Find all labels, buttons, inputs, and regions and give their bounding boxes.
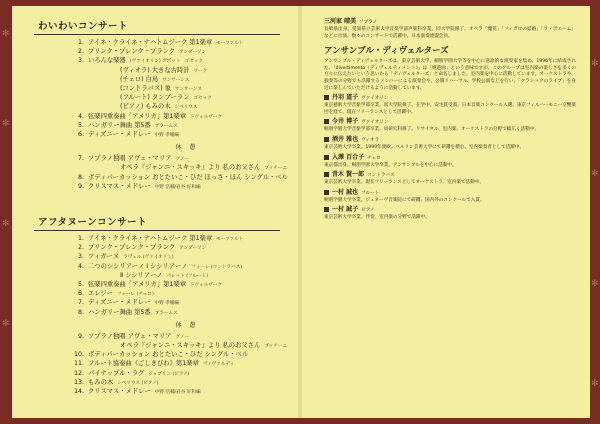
snowflake-icon: ✻	[2, 119, 10, 129]
afternoon-list	[34, 235, 280, 318]
program-title: (フルート) タンブーラン	[120, 94, 190, 102]
member-bio: 東京藝術大学音楽学部卒業。同大学院修了。在学中、安宅賞受賞。日本音楽コンクール入選。東京フィルハーモニー交響楽団を経て、現在フリーランスとして活躍中。	[324, 103, 576, 115]
program-title: ソプラノ独唱 アヴェ・マリア	[88, 155, 172, 163]
morning-intermission: 休 憩	[175, 144, 199, 152]
soprano-name: 三河家 晴美 ソプラノ	[324, 18, 378, 25]
program-number: 4.	[77, 112, 84, 120]
program-item	[72, 253, 280, 262]
program-composer: ヴィヴァルディ	[202, 362, 235, 368]
program-composer: 中野 孝輔編	[154, 301, 179, 307]
program-title: ディズニー・メドレー	[88, 131, 151, 139]
program-number: 10.	[73, 351, 84, 359]
square-bullet-icon	[324, 95, 329, 100]
program-title: (ピアノ) もみの木	[120, 103, 171, 111]
program-item	[72, 131, 280, 140]
program-item	[72, 281, 280, 290]
square-bullet-icon	[324, 155, 329, 160]
program-number: 12.	[73, 369, 84, 377]
program-number: 1.	[77, 235, 84, 242]
program-composer: 中野 浩輔/岩谷 好和編	[154, 390, 201, 396]
program-number: 5.	[77, 121, 84, 129]
program-composer: サンサーンス	[162, 77, 190, 83]
program-number: 14.	[73, 388, 84, 396]
program-composer: (ヴァイオリン) ガボット	[129, 59, 181, 65]
program-composer: パレット (フルート)	[166, 273, 208, 279]
program-item	[72, 94, 280, 103]
program-title: アイネ・クライネ・ナハトムジーク 第1楽章	[88, 235, 213, 242]
program-composer: フォーレ (チェロ)	[117, 292, 154, 298]
program-item	[72, 113, 280, 122]
program-composer: モーツァルト	[216, 237, 244, 242]
program-title: いろんな楽器	[88, 57, 126, 65]
program-item	[72, 67, 280, 76]
program-composer: アンダーソン	[179, 246, 207, 252]
square-bullet-icon	[324, 172, 329, 177]
member-bio: 桐朋学園大学卒業。ジュネーヴ音楽院にて研鑽。国内外のコンクールで入賞。	[324, 197, 485, 203]
snowflake-icon: ✻	[591, 279, 599, 289]
afternoon-program	[34, 214, 287, 397]
member-name: 今井 博子 ヴァイオリン	[324, 118, 576, 127]
square-bullet-icon	[324, 119, 329, 124]
program-title: 弦楽四重奏曲「アメリカ」第1楽章	[88, 112, 187, 120]
program-number: 11.	[73, 360, 84, 368]
program-title: (コントラバス) 象	[120, 85, 171, 93]
right-page	[302, 6, 590, 418]
program-title: オペラ『ジャンニ・スキッキ』より 私のお父さん	[120, 342, 261, 350]
program-composer: ワーク	[193, 68, 208, 74]
program-title: 二つのシシリアーノ Ⅰ シシリアーノ	[88, 262, 188, 270]
program-item	[72, 272, 280, 281]
morning-list-2	[34, 155, 288, 192]
program-item	[72, 263, 280, 272]
program-title: オペラ『ジャンニ・スキッキ』より 私のお父さん	[120, 164, 261, 172]
morning-list	[34, 39, 280, 140]
square-bullet-icon	[324, 137, 329, 142]
afternoon-intermission: 休 憩	[175, 321, 199, 329]
program-composer: シベリウス (ピアノ)	[117, 380, 159, 386]
member-list	[324, 94, 576, 222]
program-number: 7.	[77, 155, 84, 163]
member-name: 青木 賢一郎 コントラバス	[324, 171, 576, 180]
program-composer: ブラームス	[154, 310, 178, 316]
square-bullet-icon	[324, 190, 329, 195]
program-composer: シベリウス	[174, 105, 198, 111]
left-page	[12, 6, 298, 418]
program-item	[72, 122, 280, 131]
program-composer: ジョプリン (ピアノ)	[148, 371, 190, 377]
member-name: 酒井 雅也 ヴィオラ	[324, 136, 576, 145]
soprano-bio: 長崎県出身。愛知県立芸術大学音楽学部声楽科卒業。同大学院修了。オペラ「魔笛」「フィガロの結婚」「ラ・ボエーム」などに出演。数々のコンサートで活躍中。日本演奏連盟会員。	[324, 27, 576, 39]
program-number: 7.	[77, 299, 84, 307]
program-number: 8.	[77, 173, 84, 181]
program-composer: 中野 孝輔編	[154, 133, 179, 139]
program-title: クリスマス・メドレー	[88, 388, 151, 396]
program-title: もみの木	[88, 378, 114, 386]
morning-title: わいわいコンサート	[34, 18, 280, 35]
program-item	[72, 388, 280, 397]
program-item	[72, 379, 280, 388]
program-composer: プッチーニ	[264, 344, 287, 350]
program-number: 13.	[73, 378, 84, 386]
program-composer: ゴセック	[193, 96, 212, 102]
program-item	[72, 39, 280, 48]
program-title: エレジー	[88, 290, 114, 298]
program-item	[72, 342, 287, 351]
member-bio: 東京芸術大学卒業。伴奏、室内楽の分野で活躍中。	[324, 215, 430, 221]
member-bio: 東京芸術大学卒業。1999年渡欧。ベルリン芸術大学にて研鑽を積む。室内楽奏者として活躍中。	[324, 144, 525, 150]
member-bio: 桐朋学園大学音楽学部卒業。同研究科修了。リサイタル、室内楽、オーケストラの分野で幅広く活動中。	[324, 127, 539, 133]
program-title: ハンガリー舞曲 第5番	[88, 121, 151, 129]
afternoon-title: アフタヌーンコンサート	[34, 214, 280, 231]
program-composer: グノー	[175, 157, 189, 163]
program-item	[72, 370, 280, 379]
program-title: フルート協奏曲《ごしきびわ》第1楽章	[88, 360, 199, 368]
program-title: ボディパーカッション おとたいこ・ひだ ほっさ・ほん シングル・ベル	[88, 173, 288, 181]
program-number: 3.	[77, 253, 84, 261]
program-number: 9.	[77, 182, 84, 190]
program-item	[72, 173, 288, 183]
member-bio: 東京芸術大学卒業。現在フリーランスとしてオーケストラ、室内楽で活動中。	[324, 180, 484, 186]
program-number: 1.	[77, 39, 84, 46]
program-title: Ⅱ シシリアーノ	[120, 271, 163, 279]
program-title: クリスマス・メドレー	[88, 182, 151, 190]
program-item	[72, 235, 280, 244]
program-item	[72, 76, 280, 85]
program-number: 5.	[77, 281, 84, 289]
program-composer: モーツァルト	[216, 41, 244, 46]
snowflake-icon: ✻	[2, 29, 10, 39]
program-title: 弦楽四重奏曲「アメリカ」第1楽章	[88, 281, 187, 289]
program-item	[72, 333, 280, 342]
program-item	[72, 103, 280, 112]
square-bullet-icon	[324, 207, 329, 212]
program-title: パイナップル・ラグ	[88, 369, 145, 377]
program-item	[72, 85, 280, 94]
program-composer: アンダーソン	[179, 50, 207, 56]
program-title: ツィガーヌ	[88, 253, 120, 261]
snowflake-icon: ✻	[2, 219, 10, 229]
program-composer: ドヴォルザーク	[190, 114, 223, 120]
member-name: 一村 誠也 フルート	[324, 189, 576, 198]
program-number: 6.	[77, 131, 84, 139]
program-title: ボディパーカッション おとたいこ・ひだ シングル・ベル	[88, 351, 249, 359]
morning-program	[34, 18, 288, 192]
program-number: 9.	[77, 332, 84, 340]
member-bio: 東京都出身。桐朋学園大学卒業。アンサンブルを中心に活動中。	[324, 162, 457, 168]
program-number: 4.	[77, 262, 84, 270]
profiles	[324, 16, 576, 222]
member-name: 一村 誠子 ピアノ	[324, 206, 576, 215]
program-number: 2.	[77, 244, 84, 252]
program-item	[72, 309, 280, 318]
program-composer: グノー	[175, 334, 189, 340]
program-title: ディズニー・メドレー	[88, 299, 151, 307]
snowflake-icon: ✻	[591, 59, 599, 69]
program-title: ソプラノ独唱 アヴェ・マリア	[88, 332, 172, 340]
program-number: 8.	[77, 308, 84, 316]
program-composer: 中野 浩輔/岩谷 好和編	[154, 184, 201, 190]
program-item	[72, 183, 280, 192]
program-composer: フォーレ (コントラバス)	[191, 264, 243, 270]
program-composer: ブラームス	[154, 123, 178, 129]
snowflake-icon: ✻	[591, 379, 599, 389]
program-title: (チェロ) 白鳥	[120, 75, 159, 83]
program-number: 6.	[77, 290, 84, 298]
program-title: プリンク・プレンク・プランク	[88, 48, 176, 56]
snowflake-icon: ✻	[591, 169, 599, 179]
program-composer: ラヴェル (ヴァイオリン)	[123, 255, 174, 261]
member-name: 丹羽 道子 ヴァイオリン	[324, 94, 576, 103]
program-item	[72, 57, 280, 66]
program-title: アイネ・クライネ・ナハトムジーク 第1楽章	[88, 39, 213, 46]
program-number: 3.	[77, 57, 84, 65]
program-number: 2.	[77, 48, 84, 56]
program-item	[72, 164, 287, 173]
program-composer: プッチーニ	[264, 166, 287, 172]
snowflake-icon: ✻	[2, 319, 10, 329]
afternoon-list-2	[34, 332, 287, 397]
member-name: 入澤 百合子 チェロ	[324, 154, 576, 163]
program-item	[72, 360, 280, 369]
program-title: プリンク・プレンク・プランク	[88, 244, 176, 252]
program-extra: ゴセック	[184, 59, 203, 65]
ensemble-bio: アンサンブル・ディヴェルターズは、東京芸術大学、桐朋学園大学等を中心に意欲的な演奏家を集め、1996年に結成された。「divertimento（ディヴェルティメント）」は「嬉遊曲」という意味ですが、このグループは室内楽の楽しさを多くの方々に伝えたいという思いから「ディヴェルターズ」と命名しました。室内楽を中心に活動しています。オーケストラや、独奏等の分野でも活躍するメンバーによる演奏会や、公開リハーサル、学校公演などを行い、「クラシックのライブ」を身近に楽しんでいただけるように活動しています。	[324, 59, 576, 91]
program-title: (ヴィオラ) 大きな古時計	[120, 66, 190, 74]
ensemble-title: アンサンブル・ディヴェルターズ	[324, 46, 449, 57]
program-item	[72, 299, 280, 308]
program-title: ハンガリー舞曲 第5番	[88, 308, 151, 316]
program-composer: サンサーンス	[175, 87, 203, 93]
program-composer: ドヴォルザーク	[190, 283, 223, 289]
